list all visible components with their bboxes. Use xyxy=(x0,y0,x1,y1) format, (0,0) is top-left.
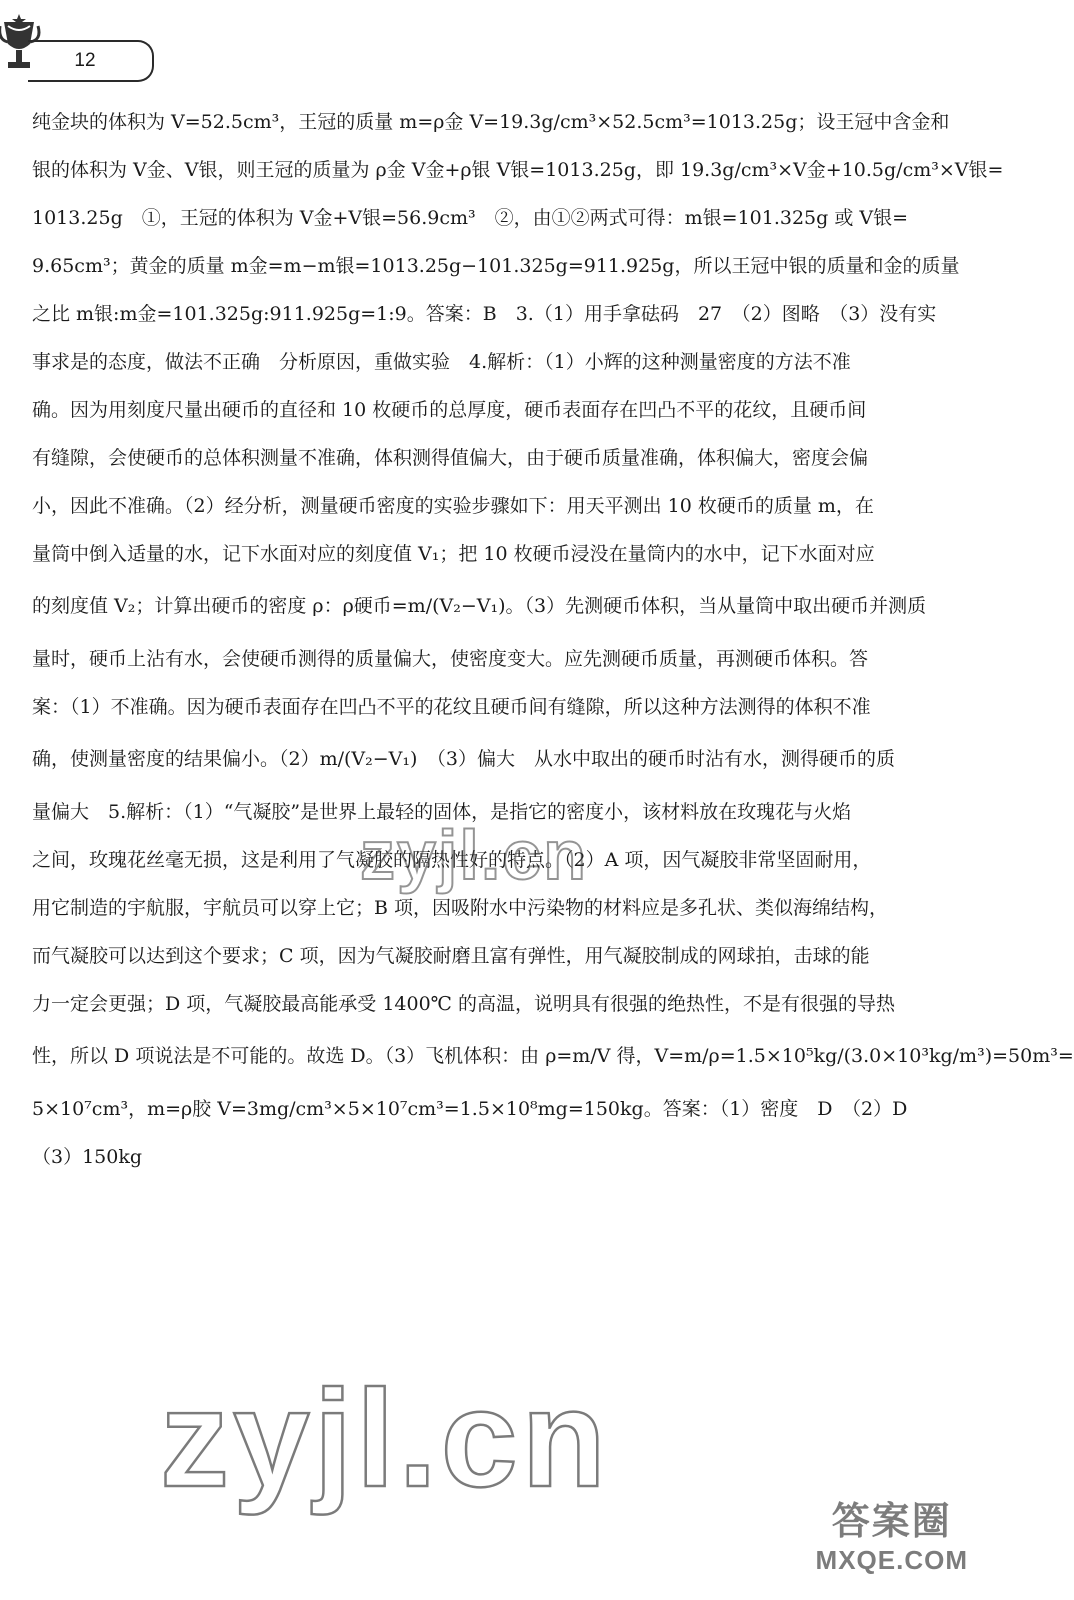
corner-watermark xyxy=(816,1490,968,1576)
text-line: 力一定会更强；D 项，气凝胶最高能承受 1400℃ 的高温，说明具有很强的绝热性，不是有很强的导热 xyxy=(32,993,895,1015)
text-line: 1013.25g ①，王冠的体积为 V金+V银=56.9cm³ ②，由①②两式可得：m银=101.325g 或 V银= xyxy=(32,207,909,229)
text-line: 用它制造的宇航服，宇航员可以穿上它；B 项，因吸附水中污染物的材料应是多孔状、类似海绵结构， xyxy=(32,897,889,919)
corner-watermark-cn: 答案圈 xyxy=(831,1501,952,1543)
text-line: 事求是的态度，做法不正确 分析原因，重做实验 4.解析：（1）小辉的这种测量密度的方法不准 xyxy=(32,351,851,373)
text-line: 确，使测量密度的结果偏小。（2）m/(V₂−V₁) （3）偏大 从水中取出的硬币时沾有水，测得硬币的质 xyxy=(32,748,896,770)
text-line: 有缝隙，会使硬币的总体积测量不准确，体积测得值偏大，由于硬币质量准确，体积偏大，密度会偏 xyxy=(32,447,869,469)
text-line: 的刻度值 V₂；计算出硬币的密度 ρ：ρ硬币=m/(V₂−V₁)。（3）先测硬币体积，当从量筒中取出硬币并测质 xyxy=(32,595,927,617)
text-line: 量时，硬币上沾有水，会使硬币测得的质量偏大，使密度变大。应先测硬币质量，再测硬币体积。答 xyxy=(32,648,869,670)
answer-text-body xyxy=(32,98,1074,1181)
text-line: 而气凝胶可以达到这个要求；C 项，因为气凝胶耐磨且富有弹性，用气凝胶制成的网球拍，击球的能 xyxy=(32,945,870,967)
corner-watermark-en: MXQE.COM xyxy=(815,1545,968,1575)
page-number: 12 xyxy=(74,50,96,71)
text-line: 案：（1）不准确。因为硬币表面存在凹凸不平的花纹且硬币间有缝隙，所以这种方法测得的体积不准 xyxy=(32,696,871,718)
text-line: 银的体积为 V金、V银，则王冠的质量为 ρ金 V金+ρ银 V银=1013.25g，即 19.3g/cm³×V金+10.5g/cm³×V银= xyxy=(32,159,1004,181)
site-watermark-large: zyjl.cn xyxy=(160,1362,610,1516)
page-number-tab xyxy=(28,40,154,82)
text-line: 性，所以 D 项说法是不可能的。故选 D。（3）飞机体积：由 ρ=m/V 得，V=m/ρ=1.5×10⁵kg/(3.0×10³kg/m³)=50m³= xyxy=(32,1045,1074,1067)
text-line: （3）150kg xyxy=(32,1146,143,1168)
text-line: 之比 m银:m金=101.325g:911.925g=1:9。答案：B 3.（1）用手拿砝码 27 （2）图略 （3）没有实 xyxy=(32,303,937,325)
text-line: 量偏大 5.解析：（1）“气凝胶”是世界上最轻的固体，是指它的密度小，该材料放在玫瑰花与火焰 xyxy=(32,801,852,823)
text-line: 确。因为用刻度尺量出硬币的直径和 10 枚硬币的总厚度，硬币表面存在凹凸不平的花纹，且硬币间 xyxy=(32,399,867,421)
text-line: 9.65cm³；黄金的质量 m金=m−m银=1013.25g−101.325g=911.925g，所以王冠中银的质量和金的质量 xyxy=(32,255,960,277)
text-line: 量筒中倒入适量的水，记下水面对应的刻度值 V₁；把 10 枚硬币浸没在量筒内的水中，记下水面对应 xyxy=(32,543,875,565)
text-line: 纯金块的体积为 V=52.5cm³，王冠的质量 m=ρ金 V=19.3g/cm³×52.5cm³=1013.25g；设王冠中含金和 xyxy=(32,111,950,133)
text-line: 5×10⁷cm³，m=ρ胶 V=3mg/cm³×5×10⁷cm³=1.5×10⁸mg=150kg。答案：（1）密度 D （2）D xyxy=(32,1098,908,1120)
site-watermark: zyjl.cn xyxy=(360,816,588,894)
text-line: 之间，玫瑰花丝毫无损，这是利用了气凝胶的隔热性好的特点。（2）A 项，因气凝胶非常坚固耐用， xyxy=(32,849,872,871)
text-line: 小，因此不准确。（2）经分析，测量硬币密度的实验步骤如下：用天平测出 10 枚硬币的质量 m，在 xyxy=(32,495,874,517)
